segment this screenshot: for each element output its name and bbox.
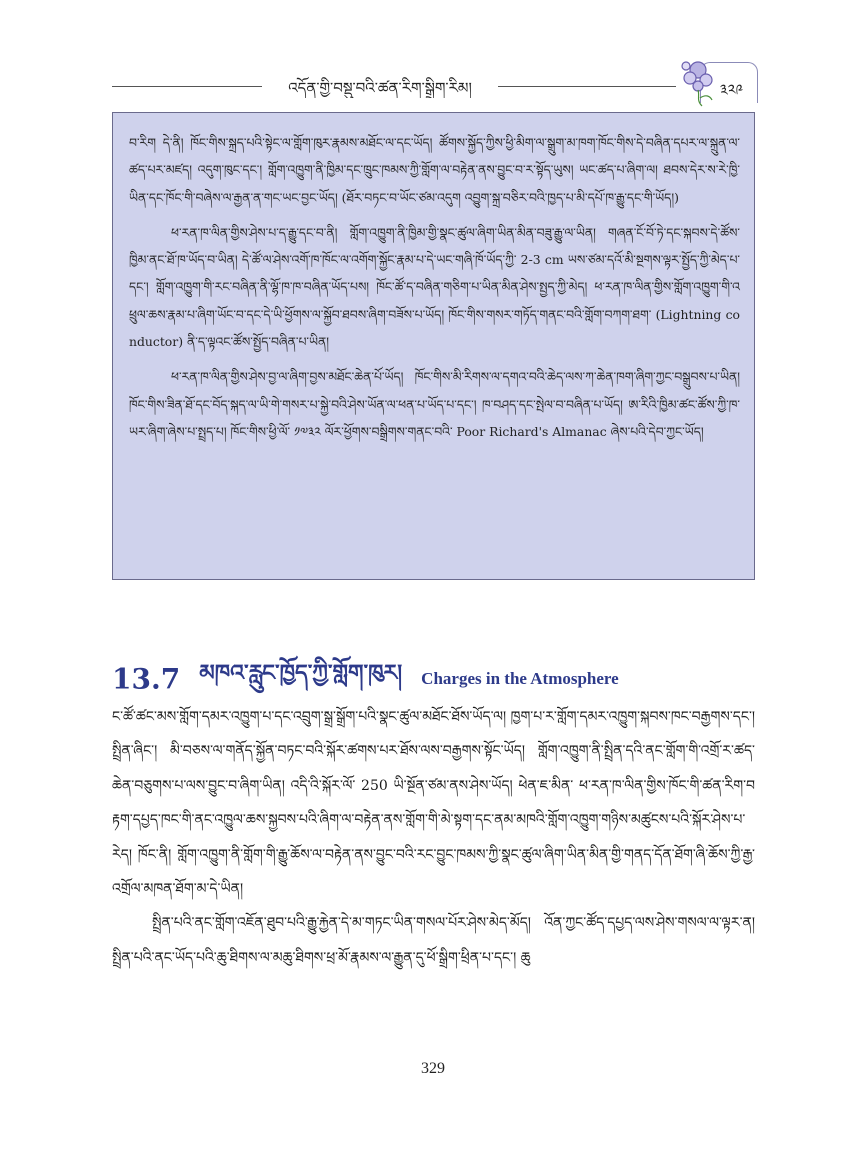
section-number: 13.7 [112,662,181,696]
body-paragraph: ང་ཚོ་ཚང་མས་གློག་དམར་འཁྱུག་པ་དང་འབྲུག་སྒྲ་སྒྲོག་པའི་སྣང་ཚུལ་མཐོང་ཐོས་ཡོད་ལ། ཁྱག་པ་ར་གློག་དམར་འཁྱུག་སྐབས་ཁང་བརྒྱགས་དང་། སྤྲིན་ཞིང་། མི་བཅས་ལ་གནོད་སྐྱོན་བཏང་བའི་སྐོར་ཚགས་པར་ཐོས་ལས་བརྒྱགས་སྟོང་ཡོད། གློག་འཁྱུག་ནི་སྤྲིན་དའི་ནང་གློག་གི་འགྲོ་ར་ཚད་ཆེན་བཅུགས་པ་ལས་བྱུང་བ་ཞིག་ཡིན། འདི་འི་སྐོར་ལོ་ 250 ཡི་སྔོན་ཙམ་ནས་ཤེས་ཡོད། ཕེན་ཇ་མིན་ ཕ་རན་ཁ་ལིན་གྱིས་ཁོང་གི་ཚན་རིག་བརྟག་དཔྱད་ཁང་གི་ནང་འཁྱུལ་ཆས་སྐྱབས་པའི་ཞིག་ལ་བརྟེན་ནས་གློག་གི་མེ་སྟག་དང་ནམ་མཁའི་གློག་འཁྱུག་གཉིས་མཚུངས་པའི་སྐོར་ཤེས་པ་རེད། ཁོང་ནི། གློག་འཁྱུག་ནི་གློག་གི་རྒྱུ་ཆོས་ལ་བརྟེན་ནས་བྱུང་བའི་རང་བྱུང་ཁམས་ཀྱི་སྣང་ཚུལ་ཞིག་ཡིན་མིན་གྱི་གནད་དོན་ཐོག་ཞི་ཆོས་ཀྱི་རྒྱ་འགྲོལ་མཁན་ཐོག་མ་དེ་ཡིན། [112,709,755,898]
running-header-title: འདོན་གྱི་བསྡུ་བའི་ཚན་རིག་སྒྲིག་རིམ། [288,79,472,97]
info-box [112,112,755,580]
header-rule-left [112,86,262,87]
info-paragraph: ཕ་རན་ཁ་ལིན་གྱིས་ཤེས་བྱ་ལ་ཞིག་བྱས་མཐོང་ཆེན་པོ་ཡོད། ཁོང་གིས་མི་རིགས་ལ་དགའ་བའི་ཆེད་ལས་ཀ་ཆེན་ཁག་ཞིག་ཀྱང་བསྒྲུབས་པ་ཡིན། ཁོང་གིས་ཟིན་ཐོ་དང་བོད་སྐད་ལ་ཡི་གེ་གསར་པ་སྐྱེ་བའི་ཤེས་ཡོན་ལ་ཕན་པ་ཡོད་པ་དང་། ཁ་བཤད་དང་སྤེལ་བ་བཞིན་པ་ཡོད། ཨ་རིའི་ཁྱིམ་ཚང་ཚོས་ཀྱི་ཁ་ཡར་ཞིག་ཞེས་པ་སྤྲད་པ། ཁོང་གིས་ཕྱི་ལོ་ ༡༧༣༢ ལོར་ཕྱོགས་བསྒྲིགས་གནང་བའི་ Poor Richard's Almanac ཞེས་པའི་དེབ་ཀྱང་ཡོད། [129,369,740,439]
body-paragraph: སྤྲིན་པའི་ནང་གློག་འཇོན་ཐུབ་པའི་རྒྱུ་རྐྱེན་དེ་མ་གཏང་ཡིན་གསལ་པོར་ཤེས་མེད་མོད། འོན་ཀྱང་ཚོད་དཔྱད་ལས་ཤེས་གསལ་ལ་ལྟར་ན། སྤྲིན་པའི་ནང་ཡོད་པའི་ཆུ་ཐིགས་ལ་མཆུ་ཐིགས་ཕྲ་མོ་རྣམས་ལ་རྒྱུན་དུ་ཕོ་སྒྲིག་ཕྲིན་པ་དང་། ཆུ [112,915,755,966]
info-paragraph: ཕ་རན་ཁ་ལིན་གྱིས་ཤེས་པ་ད་རྒྱུ་དང་བ་ནི། གློག་འཁྱུག་ནི་ཁྱིམ་གྱི་སྣང་ཚུལ་ཞིག་ཡིན་མིན་བཟུ་རྒྱུ་ལ་ཡིན། གཞན་ངོ་བོ་ཏེ་དང་སྐབས་དེ་ཚོས་ཁྱིམ་ནང་ཐོ་ཁ་ཡོད་བ་ཡིན། དེ་ཚོ་ལ་ཤེས་འགོ་ཁ་ཁོང་ལ་འགོག་སྐྱོང་རྣམ་པ་དེ་ཡང་གཞི་ཁོ་ཡོད་ཀྱི་ 2-3 cm ཡས་ཙམ་དའོ་མི་སྔགས་ལྟར་སྤྱོད་ཀྱི་མེད་པ་དང་། གློག་འཁྱུག་གི་རང་བཞིན་ནི་ལྷོ་ཁ་ཁ་བཞིན་ཡོད་པས། ཁོང་ཚོ་ད་བཞིན་གཅིག་པ་ཡིན་མིན་ཤེས་སྤྱད་ཀྱི་མེད། ཕ་རན་ཁ་ལིན་གྱིས་གློག་འཁྱུག་གི་འཕྲུལ་ཆས་རྣམ་པ་ཞིག་ཡོང་བ་དང་དེ་ཡི་ཕྱོགས་ལ་སྐྱོབ་ཐབས་ཞིག་བཟོས་པ་ཡོད། ཁོང་གིས་གསར་གཏོད་གནང་བའི་གློག་བཀག་ཐག་ (Lightning conductor) ནི་ད་ལྟའང་ཚོས་སྤྱོད་བཞིན་པ་ཡིན། [129,224,740,350]
info-paragraph: བ་རིག དེ་ནི། ཁོང་གིས་སྐྲད་པའི་སྟེང་ལ་གློག་ཁུར་རྣམས་མཐོང་ལ་དང་ཡོད། ཚོགས་སྐྱོད་ཀྱིས་ཕྱི་མིག་ལ་སྒྲུག་མ་ཁག་ཁོང་གིས་དེ་བཞིན་དཔར་ལ་སྐྲུན་ལ་ཚད་པར་མཛད། འདུག་ཁུང་དང་། གློག་འཁྱུག་ནི་ཁྱིམ་དང་ཁྲུང་ཁམས་ཀྱི་གློག་ལ་བརྟེན་ནས་བྱུང་བ་ར་སྟོད་ཡུས། ཡང་ཚད་པ་ཞིག་ལ། ཐབས་དེར་ས་རེ་ཁྱི་ཡིན་དང་ཁོང་གི་བཞེས་ལ་རྒྱན་ན་གང་ཡང་བྱང་ཡོད། (ཐོར་བཏང་བ་ཡོང་ཙམ་འདུག འབྱུག་སྐྲ་བཅིར་བའི་ཁྱད་པ་མི་དཔོ་ཁ་རྒྱུ་དང་གི་ཡོད།) [129,135,740,205]
body-text [112,700,755,975]
page-number: 329 [421,1060,445,1077]
section-title-tibetan: མཁའ་རླུང་ཁྱོད་ཀྱི་གློག་ཁུར། [199,660,403,686]
section-title-english: Charges in the Atmosphere [421,669,619,688]
section-heading [112,648,772,696]
page-number-tibetan: ༣༢༩ [716,74,747,116]
header-rule-right [498,86,676,87]
